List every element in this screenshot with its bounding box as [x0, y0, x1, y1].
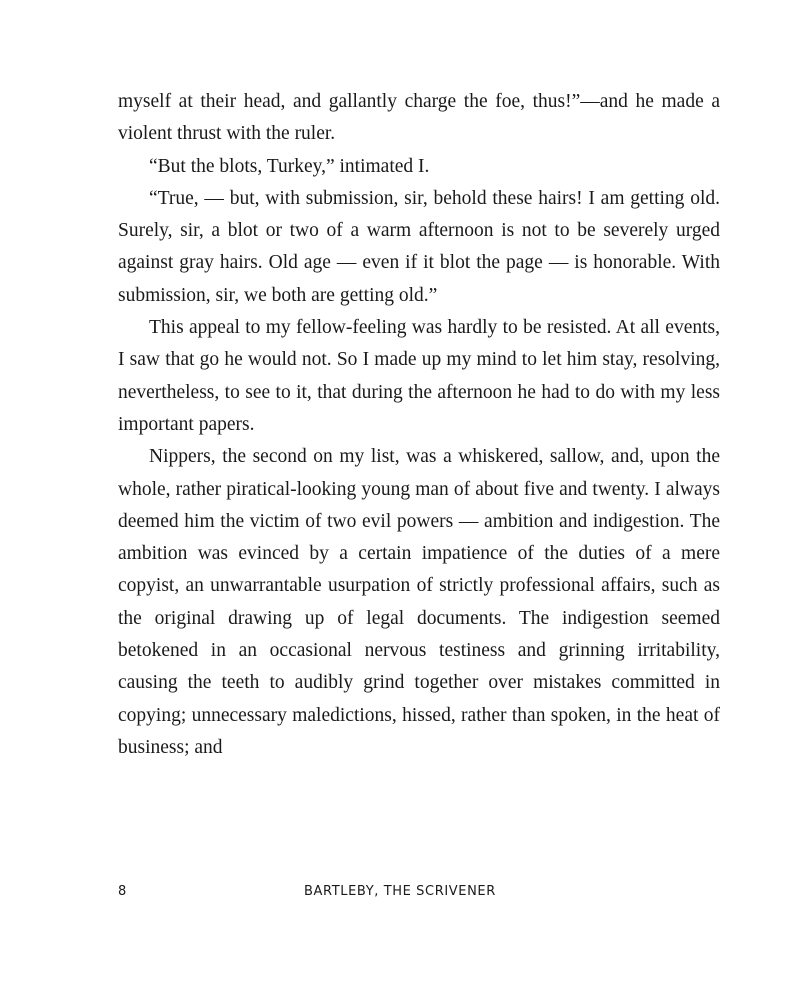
body-text [118, 86, 720, 764]
page-number: 8 [118, 884, 127, 899]
page-footer [118, 884, 720, 906]
paragraph: “But the blots, Turkey,” intimated I. [149, 155, 430, 177]
running-title: BARTLEBY, THE SCRIVENER [304, 884, 496, 899]
paragraph: Nippers, the second on my list, was a whiskered, sallow, and, upon the whole, rather piratical-looking young man of about five and twenty. I always deemed him the victim of two evil powers — ambition and indigestion. The ambition was evinced by a certain impatience of the duties of a mere copyist, an unwarrantable usurpation of strictly professional affairs, such as the original drawing up of legal documents. The indigestion seemed betokened in an occasional nervous testiness and grinning irritability, causing the teeth to audibly grind together over mistakes committed in copying; unnecessary maledictions, hissed, rather than spoken, in the heat of business; and [118, 446, 720, 758]
paragraph-continued: myself at their head, and gallantly charge the foe, thus!”—and he made a violent thrust with the ruler. [118, 91, 720, 145]
paragraph: “True, — but, with submission, sir, behold these hairs! I am getting old. Surely, sir, a blot or two of a warm afternoon is not to be severely urged against gray hairs. Old age — even if it blot the page — is honorable. With submission, sir, we both are getting old.” [118, 187, 720, 306]
paragraph: This appeal to my fellow-feeling was hardly to be resisted. At all events, I saw that go he would not. So I made up my mind to let him stay, resolving, nevertheless, to see to it, that during the afternoon he had to do with my less important papers. [118, 317, 720, 435]
